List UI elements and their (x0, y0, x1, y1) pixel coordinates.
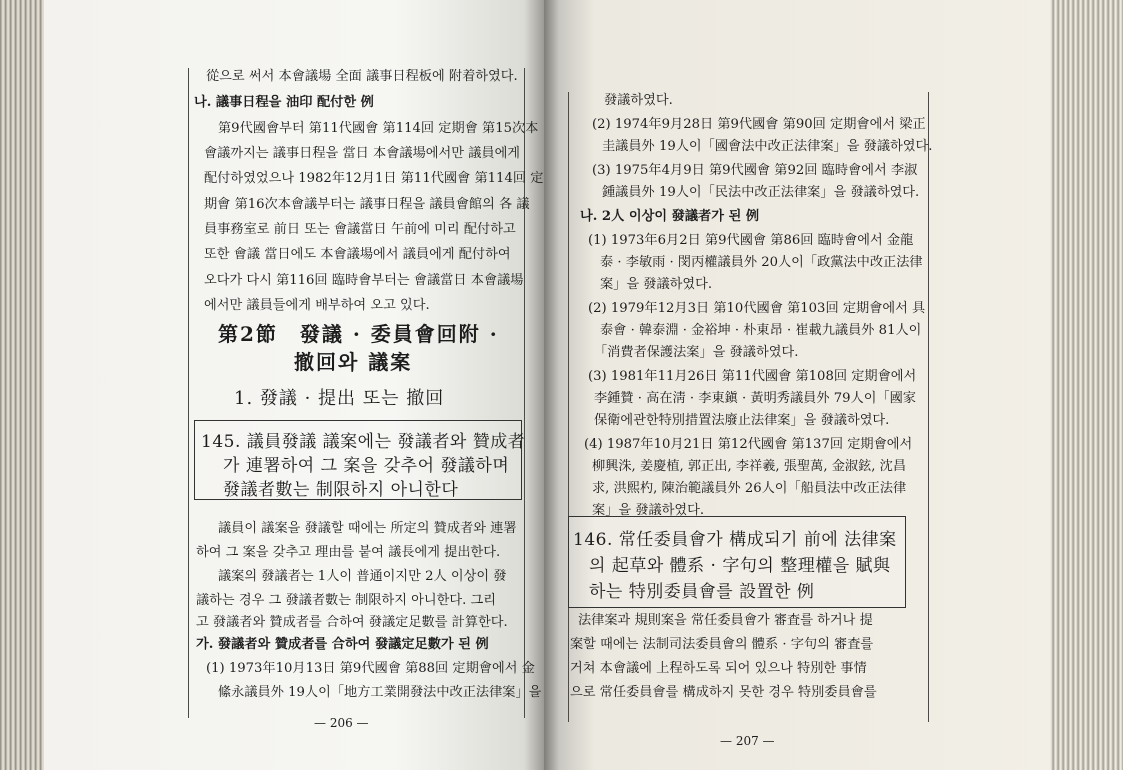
body-line: 案할 때에는 法制司法委員會의 體系 · 字句의 審査를 (570, 637, 874, 652)
body-line: 거쳐 本會議에 上程하도록 되어 있으나 特別한 事情 (570, 661, 867, 676)
page-number: — 206 — (314, 716, 369, 730)
right-inner-rule (568, 92, 569, 722)
body-line: 고 發議者와 贊成者를 合하여 發議定足數를 計算한다. (196, 615, 508, 630)
right-margin-rule (928, 92, 929, 722)
box-line: 가 連署하여 그 案을 갖추어 發議하며 (223, 456, 510, 476)
body-line: 法律案과 規則案을 常任委員會가 審査를 하거나 提 (578, 613, 873, 628)
body-line: 發議하였다. (604, 93, 673, 108)
body-line: (2) 1974年9月28日 第9代國會 第90回 定期會에서 梁正 (592, 117, 926, 132)
body-line: 泰會 · 韓泰淵 · 金裕坤 · 朴東昂 · 崔載九議員外 81人이 (600, 323, 922, 338)
body-line: (4) 1987年10月21日 第12代國會 第137回 定期會에서 (584, 437, 913, 452)
left-inner-rule (524, 68, 525, 718)
body-line: 또한 會議 當日에도 本會議場에서 議員에게 配付하여 (204, 247, 511, 262)
body-line: (2) 1979年12月3日 第10代國會 第103回 定期會에서 具 (588, 301, 926, 316)
body-line: 하여 그 案을 갖추고 理由를 붙여 議長에게 提出한다. (196, 545, 501, 560)
body-line: 案」을 發議하였다. (600, 277, 713, 292)
box-line: 發議者數는 制限하지 아니한다 (223, 480, 459, 500)
rule-box-145 (194, 420, 526, 500)
right-page (544, 0, 1052, 770)
body-line: 李鍾贊 · 高在淸 · 李東鎭 · 黃明秀議員外 79人이「國家 (594, 391, 916, 406)
section-title: 第2節 發議 · 委員會回附 · (218, 322, 499, 346)
body-line: 會議까지는 議事日程을 當日 本會議場에서만 議員에게 (204, 146, 521, 161)
page-number: — 207 — (720, 734, 775, 748)
body-line: 期會 第16次本會議부터는 議事日程을 議員會館의 各 議 (204, 197, 530, 212)
left-margin-rule (188, 68, 189, 718)
subheading: 가. 發議者와 贊成者를 合하여 發議定足數가 된 例 (196, 637, 489, 652)
body-line: 配付하였었으나 1982年12月1日 第11代國會 第114回 定 (204, 171, 544, 186)
body-line: 에서만 議員들에게 배부하여 오고 있다. (204, 298, 430, 313)
body-line: 議案의 發議者는 1人이 普通이지만 2人 이상이 發 (218, 569, 507, 584)
body-line: 第9代國會부터 第11代國會 第114回 定期會 第15次本 (218, 121, 539, 136)
body-line: 絛永議員外 19人이「地方工業開發法中改正法律案」을 (218, 685, 542, 700)
box-line: 하는 特別委員會를 設置한 例 (589, 582, 815, 602)
body-line: (1) 1973年6月2日 第9代國會 第86回 臨時會에서 金龍 (588, 233, 914, 248)
body-line: 議員이 議案을 發議할 때에는 所定의 贊成者와 連署 (218, 521, 517, 536)
box-line: 145. 議員發議 議案에는 發議者와 贊成者 (201, 432, 526, 452)
book-edge-right (1050, 0, 1123, 770)
subsection-title: 1. 發議 · 提出 또는 撤回 (234, 388, 445, 409)
body-line: 圭議員外 19人이「國會法中改正法律案」을 發議하였다. (602, 139, 933, 154)
section-title-continued: 撤回와 議案 (294, 350, 413, 374)
box-line: 146. 常任委員會가 構成되기 前에 法律案 (573, 530, 897, 550)
body-line: (1) 1973年10月13日 第9代國會 第88回 定期會에서 金 (206, 661, 535, 676)
body-line: 議하는 경우 그 發議者數는 制限하지 아니한다. 그리 (196, 593, 497, 608)
body-line: 泰 · 李敏雨 · 閔丙權議員外 20人이「政黨法中改正法律 (600, 255, 923, 270)
body-line: 鍾議員外 19人이「民法中改正法律案」을 發議하였다. (602, 185, 920, 200)
box-line: 의 起草와 體系 · 字句의 整理權을 賦與 (589, 556, 891, 576)
body-line: (3) 1981年11月26日 第11代國會 第108回 定期會에서 (588, 369, 917, 384)
body-line: 保衛에관한特別措置法廢止法律案」을 發議하였다. (594, 413, 890, 428)
body-line: 으로 常任委員會를 構成하지 못한 경우 特別委員會를 (570, 685, 877, 700)
rule-box-146 (568, 516, 906, 608)
body-line: 從으로 써서 本會議場 全面 議事日程板에 附着하였다. (206, 69, 518, 84)
left-page (44, 0, 544, 770)
book-edge-left (0, 0, 46, 770)
body-line: 柳興洙, 姜慶植, 郭正出, 李祥羲, 張聖萬, 金淑鉉, 沈昌 (592, 459, 907, 474)
body-line: 員事務室로 前日 또는 會議當日 午前에 미리 配付하고 (204, 222, 516, 237)
subheading: 나. 2人 이상이 發議者가 된 例 (580, 209, 760, 224)
body-line: 오다가 다시 第116回 臨時會부터는 會議當日 本會議場 (204, 273, 524, 288)
subheading: 나. 議事日程을 油印 配付한 例 (194, 95, 374, 110)
body-line: (3) 1975年4月9日 第9代國會 第92回 臨時會에서 李淑 (592, 163, 918, 178)
body-line: 「消費者保護法案」을 發議하였다. (594, 345, 799, 360)
body-line: 案」을 發議하였다. (592, 503, 705, 518)
body-line: 求, 洪熙杓, 陳治範議員外 26人이「船員法中改正法律 (592, 481, 907, 496)
